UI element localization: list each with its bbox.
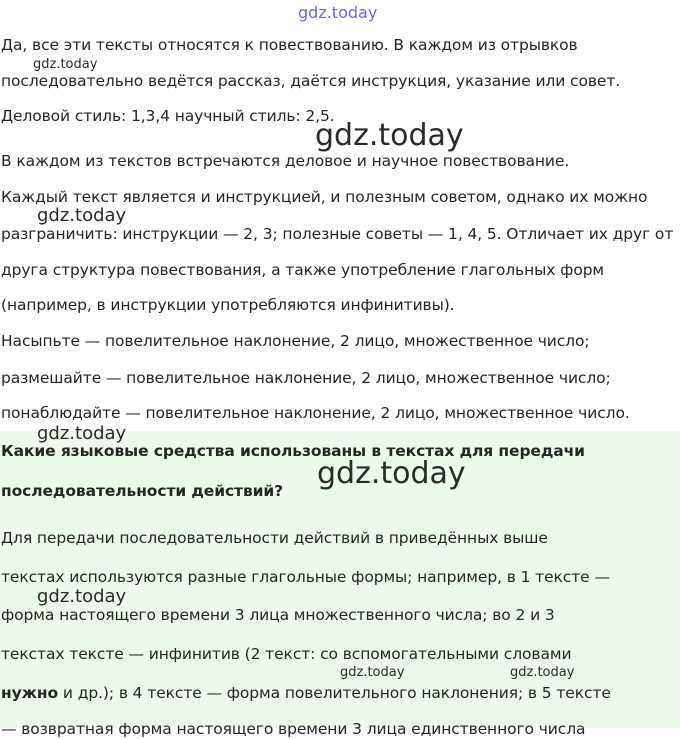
watermark: gdz.today	[33, 57, 98, 72]
watermark: gdz.today	[510, 665, 575, 680]
question-line: Какие языковые средства использованы в текстах для передачи	[1, 442, 585, 460]
text-line: В каждом из текстов встречаются деловое и научное повествование.	[1, 152, 570, 170]
text-line: Каждый текст является и инструкцией, и полезным советом, однако их можно	[1, 188, 648, 206]
text-line: Деловой стиль: 1,3,4 научный стиль: 2,5.	[1, 107, 335, 125]
answer-line: Для передачи последовательности действий в приведённых выше	[1, 529, 548, 547]
watermark: gdz.today	[340, 665, 405, 680]
watermark: gdz.today	[37, 586, 127, 607]
watermark-top: gdz.today	[298, 3, 378, 22]
text-line: Да, все эти тексты относятся к повествованию. В каждом из отрывков	[1, 36, 578, 54]
answer-text: и др.); в 4 тексте — форма повелительного наклонения; в 5 тексте	[58, 684, 611, 702]
watermark: gdz.today	[317, 456, 466, 491]
text-line: Насыпьте — повелительное наклонение, 2 лицо, множественное число;	[1, 332, 590, 350]
text-line: друга структура повествования, а также употребление глагольных форм	[1, 261, 605, 279]
answer-line: текстах используются разные глагольные формы; например, в 1 тексте —	[1, 568, 610, 586]
text-line: размешайте — повелительное наклонение, 2 лицо, множественное число;	[1, 369, 611, 387]
answer-line: текстах тексте — инфинитив (2 текст: со вспомогательными словами	[1, 645, 572, 663]
text-line: последовательно ведётся рассказ, даётся инструкция, указание или совет.	[1, 72, 621, 90]
watermark: gdz.today	[315, 118, 464, 153]
text-line: понаблюдайте — повелительное наклонение, 2 лицо, множественное число.	[1, 404, 630, 422]
answer-line	[1, 683, 611, 703]
text-line: (например, в инструкции употребляются инфинитивы).	[1, 296, 455, 314]
bold-word: нужно	[1, 684, 59, 702]
answer-line-cut: — возвратная форма настоящего времени 3 лица единственного числа	[1, 720, 586, 738]
text-line: разграничить: инструкции — 2, 3; полезные советы — 1, 4, 5. Отличает их друг от	[1, 225, 674, 243]
watermark: gdz.today	[37, 205, 127, 226]
question-line: последовательности действий?	[1, 482, 284, 500]
watermark: gdz.today	[37, 423, 127, 444]
answer-line: форма настоящего времени 3 лица множественного числа; во 2 и 3	[1, 606, 555, 624]
